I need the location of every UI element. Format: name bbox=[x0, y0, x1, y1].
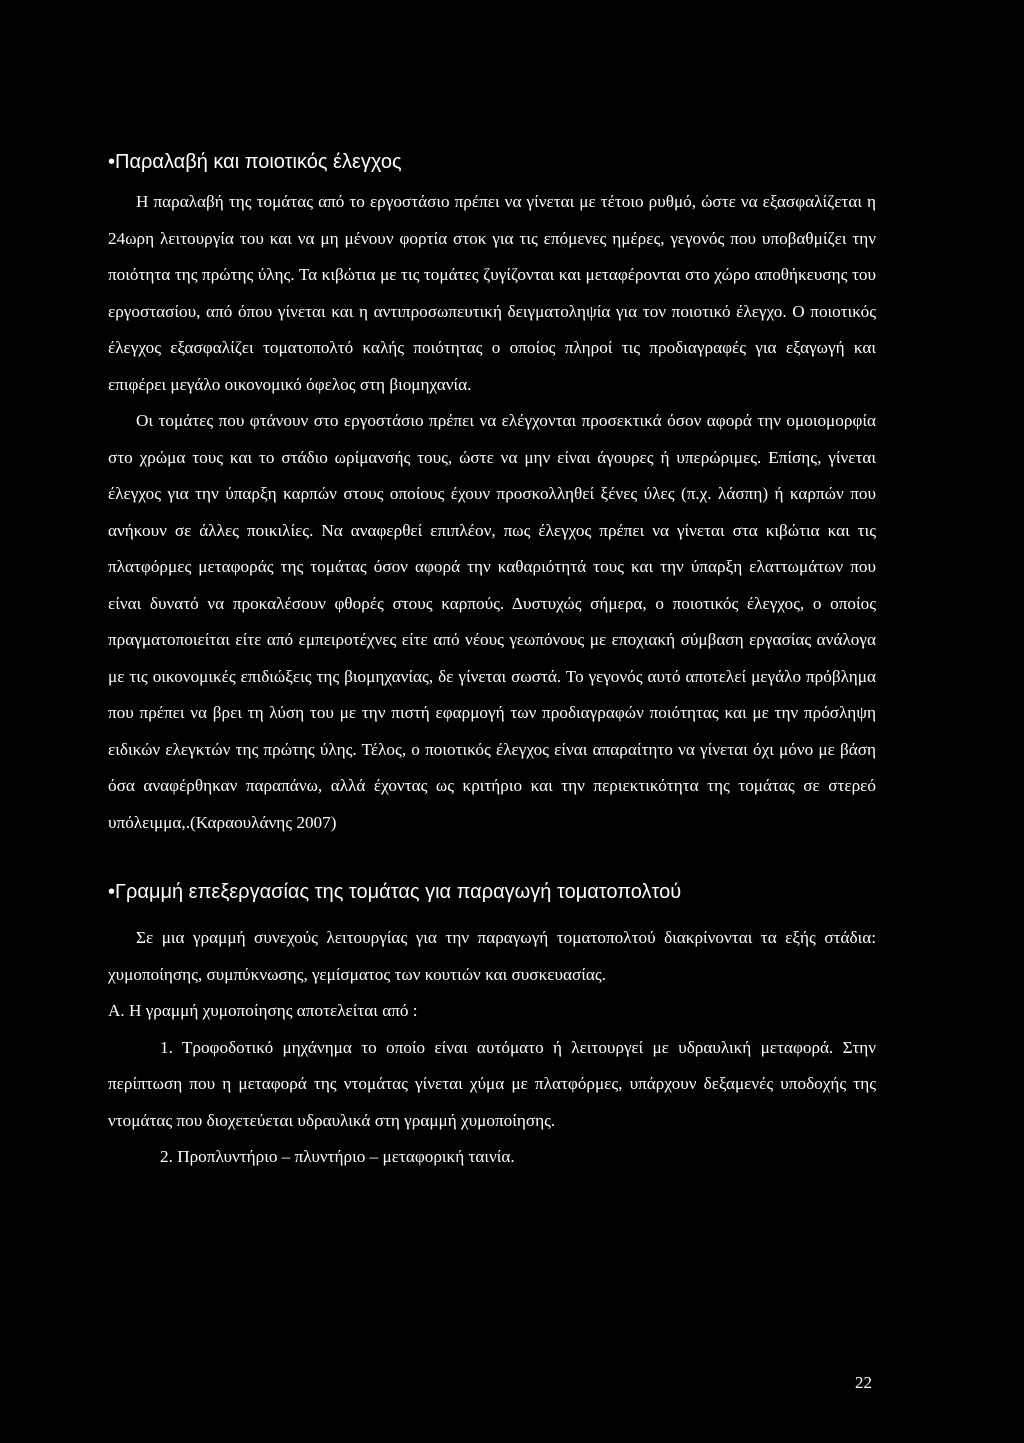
paragraph-processing-intro: Σε μια γραμμή συνεχούς λειτουργίας για την παραγωγή τοματοπολτού διακρίνονται τα εξής στάδια: χυμοποίησης, συμπύκνωσης, γεμίσματος των κουτιών και συσκευασίας. bbox=[108, 928, 876, 984]
list-item-prewasher: 2. Προπλυντήριο – πλυντήριο – μεταφορική ταινία. bbox=[160, 1147, 515, 1166]
section-heading-reception: •Παραλαβή και ποιοτικός έλεγχος bbox=[108, 151, 402, 173]
document-page bbox=[108, 148, 876, 1176]
list-item-feeder: 1. Τροφοδοτικό μηχάνημα το οποίο είναι αυτόματο ή λειτουργεί με υδραυλική μεταφορά. Στην περίπτωση που η μεταφορά της ντομάτας γίνεται χύμα με πλατφόρμες, υπάρχουν δεξαμενές υποδοχής της ντομάτας που διοχετεύεται υδραυλικά στη γραμμή χυμοποίησης. bbox=[108, 1037, 876, 1130]
section-heading-processing-line: •Γραμμή επεξεργασίας της τομάτας για παραγωγή τοματοπολτού bbox=[108, 881, 682, 903]
paragraph-inspection: Οι τομάτες που φτάνουν στο εργοστάσιο πρέπει να ελέγχονται προσεκτικά όσον αφορά την ομοιομορφία στο χρώμα τους και το στάδιο ωρίμανσής τους, ώστε να μην είναι άγουρες ή υπερώριμες. Επίσης, γίνεται έλεγχος για την ύπαρξη καρπών στους οποίους έχουν προσκολληθεί ξένες ύλες (π.χ. λάσπη) ή καρπών που ανήκουν σε άλλες ποικιλίες. Να αναφερθεί επιπλέον, πως έλεγχος πρέπει να γίνεται στα κιβώτια και τις πλατφόρμες μεταφοράς της τομάτας όσον αφορά την καθαριότητά τους και την ύπαρξη ελαττωμάτων που είναι δυνατό να προκαλέσουν φθορές στους καρπούς. Δυστυχώς σήμερα, ο ποιοτικός έλεγχος, ο οποίος πραγματοποιείται είτε από εμπειροτέχνες είτε από νέους γεωπόνους με εποχιακή σύμβαση εργασίας ανάλογα με τις οικονομικές επιδιώξεις της βιομηχανίας, δε γίνεται σωστά. Το γεγονός αυτό αποτελεί μεγάλο πρόβλημα που πρέπει να βρει τη λύση του με την πιστή εφαρμογή των προδιαγραφών ποιότητας και με την πρόσληψη ειδικών ελεγκτών της πρώτης ύλης. Τέλος, ο ποιοτικός έλεγχος είναι απαραίτητο να γίνεται όχι μόνο με βάση όσα αναφέρθηκαν παραπάνω, αλλά έχοντας ως κριτήριο και την περιεκτικότητα της τομάτας σε στερεό υπόλειμμα,.(Καραουλάνης 2007) bbox=[108, 411, 876, 832]
page-number: 22 bbox=[855, 1373, 872, 1392]
subheading-juicing-line: Α. Η γραμμή χυμοποίησης αποτελείται από : bbox=[108, 1001, 418, 1020]
paragraph-reception: Η παραλαβή της τομάτας από το εργοστάσιο πρέπει να γίνεται με τέτοιο ρυθμό, ώστε να εξασφαλίζεται η 24ωρη λειτουργία του και να μη μένουν φορτία στοκ για τις επόμενες ημέρες, γεγονός που υποβαθμίζει την ποιότητα της πρώτης ύλης. Τα κιβώτια με τις τομάτες ζυγίζονται και μεταφέρονται στο χώρο αποθήκευσης του εργοστασίου, από όπου γίνεται και η αντιπροσωπευτική δειγματοληψία για τον ποιοτικό έλεγχο. Ο ποιοτικός έλεγχος εξασφαλίζει τοματοπολτό καλής ποιότητας ο οποίος πληροί τις προδιαγραφές για εξαγωγή και επιφέρει μεγάλο οικονομικό όφελος στη βιομηχανία. bbox=[108, 192, 876, 394]
